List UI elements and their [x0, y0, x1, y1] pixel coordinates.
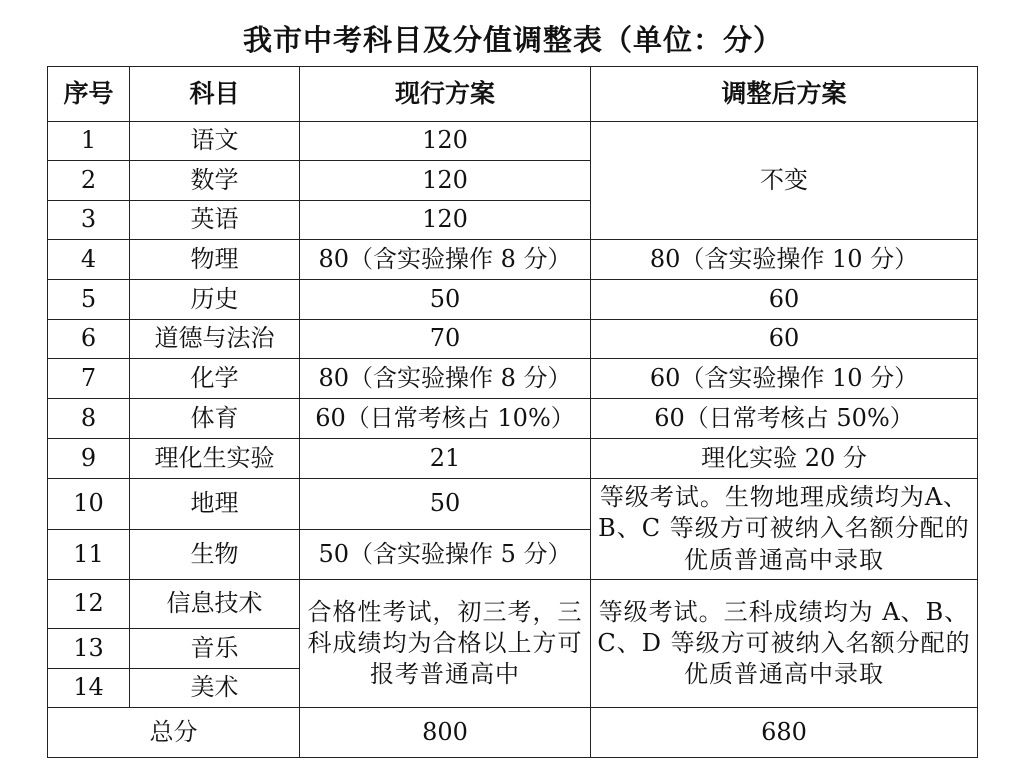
row-adjusted: 60（含实验操作 10 分）: [591, 359, 978, 399]
row-current: 21: [300, 439, 591, 479]
row-current: 60（日常考核占 10%）: [300, 399, 591, 439]
row-subject: 数学: [130, 161, 300, 201]
geo-bio-adjusted-text: 等级考试。生物地理成绩均为A、B、C 等级方可被纳入名额分配的优质普通高中录取: [598, 483, 970, 574]
row-current: 50: [300, 280, 591, 320]
row-subject: 化学: [130, 359, 300, 399]
arts-current-text: 合格性考试，初三考，三科成绩均为合格以上方可报考普通高中: [307, 597, 583, 689]
row-current: 120: [300, 122, 591, 161]
row-adjusted: 理化实验 20 分: [591, 439, 978, 479]
row-current: 120: [300, 161, 591, 201]
row-current: 120: [300, 201, 591, 240]
row-subject: 地理: [130, 479, 300, 530]
row-no: 7: [48, 359, 130, 399]
row-no: 8: [48, 399, 130, 439]
row-current: 80（含实验操作 8 分）: [300, 240, 591, 280]
row-current: 50: [300, 479, 591, 530]
table-row: [48, 479, 978, 530]
row-no: 12: [48, 580, 130, 629]
page-title: 我市中考科目及分值调整表（单位：分）: [242, 23, 783, 57]
row-current: 80（含实验操作 8 分）: [300, 359, 591, 399]
row-subject: 历史: [130, 280, 300, 320]
table-row: [48, 399, 978, 439]
row-subject: 语文: [130, 122, 300, 161]
row-adjusted: 60（日常考核占 50%）: [591, 399, 978, 439]
total-adjusted: 680: [591, 708, 978, 758]
header-current: 现行方案: [300, 67, 591, 122]
row-adjusted-unchanged: 不变: [591, 122, 978, 240]
table-row: [48, 439, 978, 479]
table-row: [48, 580, 978, 629]
table-row: [48, 240, 978, 280]
header-no: 序号: [48, 67, 130, 122]
arts-adjusted-cell: [591, 580, 978, 708]
row-no: 4: [48, 240, 130, 280]
row-no: 6: [48, 320, 130, 359]
table-row: [48, 280, 978, 320]
header-adjusted: 调整后方案: [591, 67, 978, 122]
row-subject: 体育: [130, 399, 300, 439]
row-subject: 物理: [130, 240, 300, 280]
table-row: [48, 122, 978, 161]
table-row: [48, 359, 978, 399]
arts-adjusted-text: 等级考试。三科成绩均为 A、B、C、D 等级方可被纳入名额分配的优质普通高中录取: [597, 597, 971, 689]
row-subject: 英语: [130, 201, 300, 240]
row-subject: 美术: [130, 669, 300, 708]
row-no: 5: [48, 280, 130, 320]
row-subject: 理化生实验: [130, 439, 300, 479]
row-adjusted: 60: [591, 280, 978, 320]
row-subject: 道德与法治: [130, 320, 300, 359]
total-label: 总分: [48, 708, 300, 758]
row-subject: 信息技术: [130, 580, 300, 629]
header-subject: 科目: [130, 67, 300, 122]
total-current: 800: [300, 708, 591, 758]
row-adjusted: 60: [591, 320, 978, 359]
row-current: 50（含实验操作 5 分）: [300, 530, 591, 580]
total-row: [48, 708, 978, 758]
row-no: 1: [48, 122, 130, 161]
row-no: 10: [48, 479, 130, 530]
row-no: 14: [48, 669, 130, 708]
row-current: 70: [300, 320, 591, 359]
row-no: 13: [48, 629, 130, 669]
row-subject: 音乐: [130, 629, 300, 669]
header-row: [48, 67, 978, 122]
table-row: [48, 320, 978, 359]
row-subject: 生物: [130, 530, 300, 580]
row-no: 11: [48, 530, 130, 580]
row-no: 9: [48, 439, 130, 479]
row-no: 2: [48, 161, 130, 201]
row-no: 3: [48, 201, 130, 240]
row-adjusted: 80（含实验操作 10 分）: [591, 240, 978, 280]
arts-current-cell: [300, 580, 591, 708]
geo-bio-adjusted-cell: [591, 479, 978, 580]
score-table: [47, 66, 978, 758]
